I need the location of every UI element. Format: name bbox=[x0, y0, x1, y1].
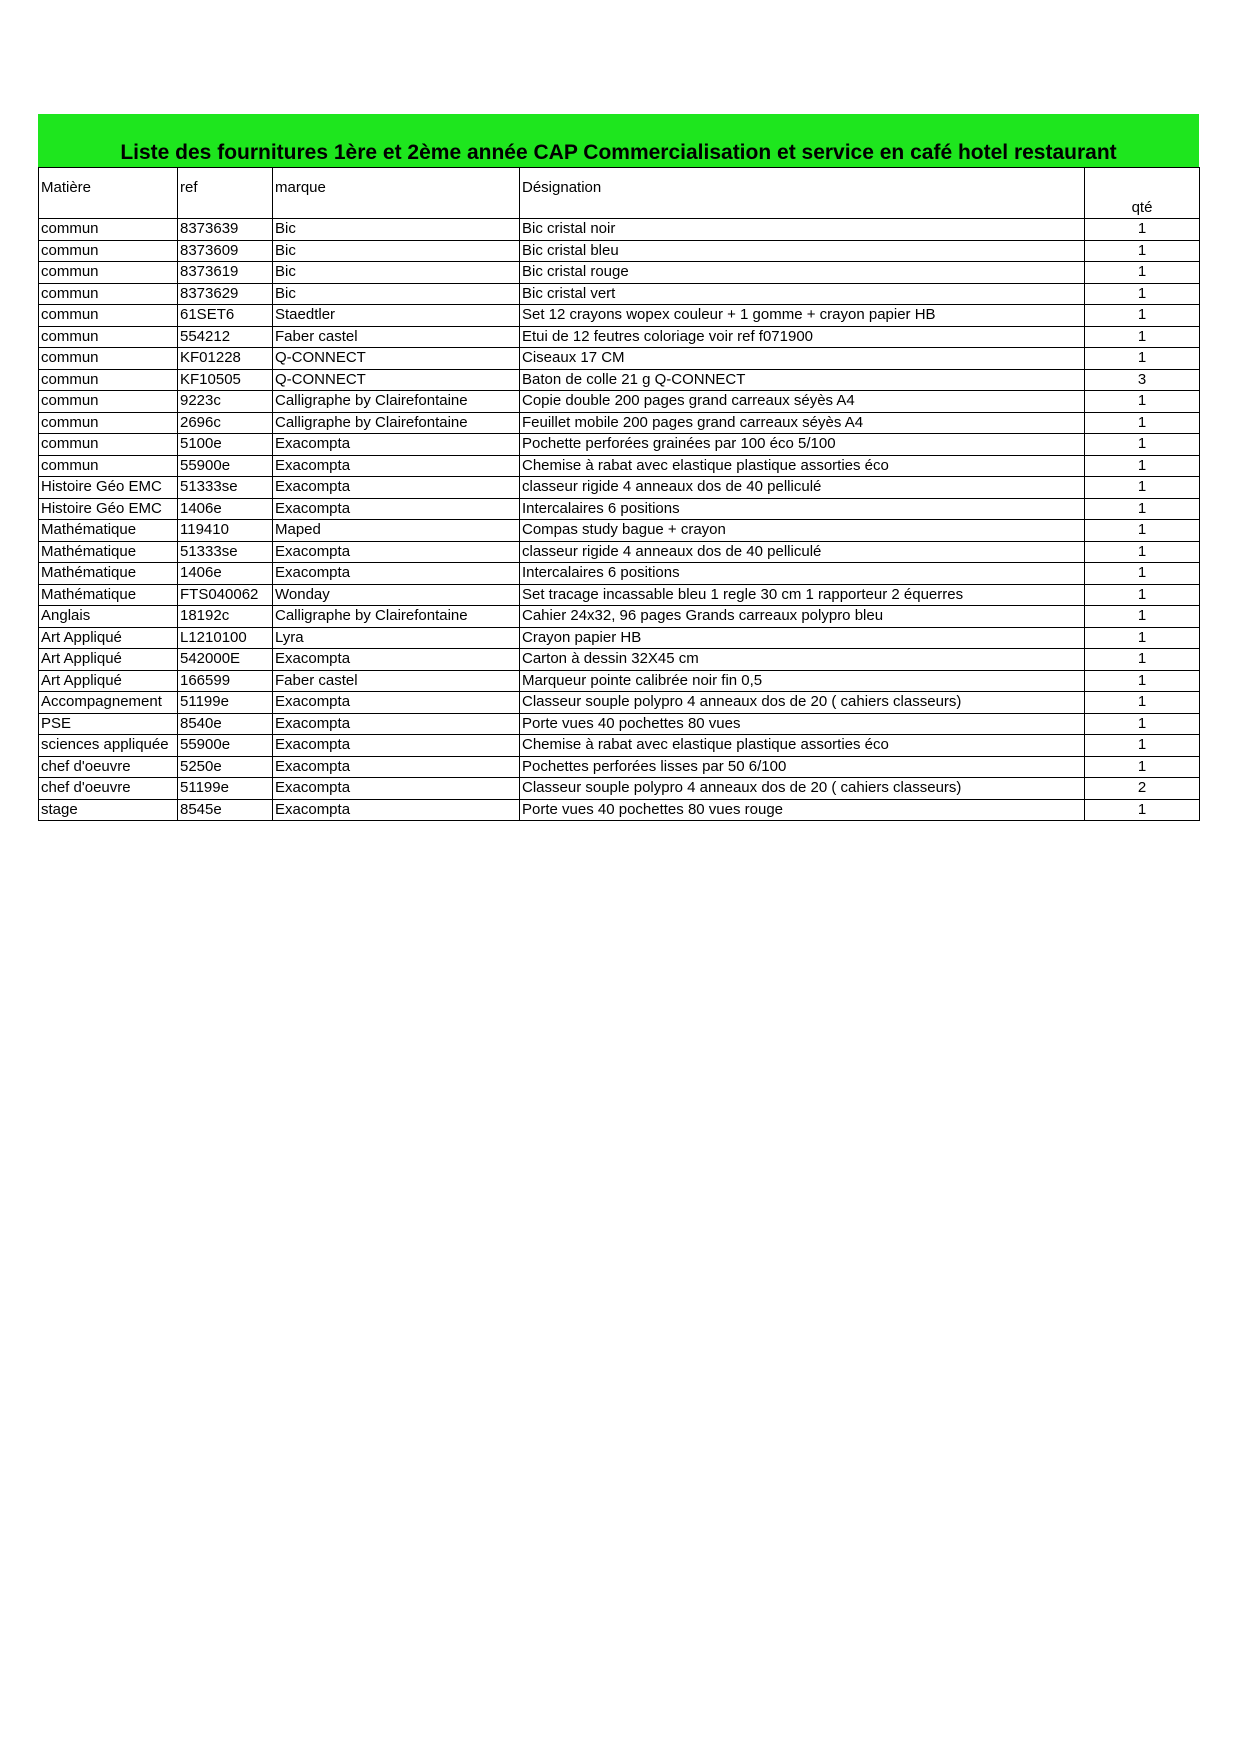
cell-qte: 1 bbox=[1085, 799, 1200, 821]
cell-marque: Faber castel bbox=[273, 326, 520, 348]
cell-matiere: chef d'oeuvre bbox=[39, 756, 178, 778]
table-row bbox=[39, 713, 1200, 735]
cell-matiere: Histoire Géo EMC bbox=[39, 477, 178, 499]
cell-qte: 1 bbox=[1085, 563, 1200, 585]
cell-ref: 8373639 bbox=[178, 219, 273, 241]
cell-designation: Set 12 crayons wopex couleur + 1 gomme + crayon papier HB bbox=[520, 305, 1085, 327]
cell-ref: L1210100 bbox=[178, 627, 273, 649]
table-row bbox=[39, 477, 1200, 499]
table-row bbox=[39, 434, 1200, 456]
cell-marque: Bic bbox=[273, 283, 520, 305]
cell-qte: 2 bbox=[1085, 778, 1200, 800]
supply-table bbox=[38, 167, 1200, 821]
cell-matiere: Art Appliqué bbox=[39, 670, 178, 692]
cell-matiere: Art Appliqué bbox=[39, 649, 178, 671]
cell-ref: 166599 bbox=[178, 670, 273, 692]
cell-matiere: Anglais bbox=[39, 606, 178, 628]
cell-ref: 8373619 bbox=[178, 262, 273, 284]
cell-ref: KF10505 bbox=[178, 369, 273, 391]
cell-ref: 8540e bbox=[178, 713, 273, 735]
cell-matiere: Mathématique bbox=[39, 584, 178, 606]
cell-marque: Exacompta bbox=[273, 541, 520, 563]
cell-qte: 1 bbox=[1085, 756, 1200, 778]
cell-qte: 1 bbox=[1085, 305, 1200, 327]
supply-list-sheet bbox=[38, 114, 1199, 821]
cell-marque: Wonday bbox=[273, 584, 520, 606]
cell-qte: 1 bbox=[1085, 412, 1200, 434]
column-header-matiere: Matière bbox=[39, 168, 178, 219]
cell-ref: 1406e bbox=[178, 498, 273, 520]
cell-qte: 1 bbox=[1085, 391, 1200, 413]
cell-ref: 5100e bbox=[178, 434, 273, 456]
cell-matiere: commun bbox=[39, 262, 178, 284]
table-row bbox=[39, 240, 1200, 262]
cell-matiere: Accompagnement bbox=[39, 692, 178, 714]
cell-designation: Bic cristal noir bbox=[520, 219, 1085, 241]
cell-designation: Bic cristal bleu bbox=[520, 240, 1085, 262]
table-row bbox=[39, 262, 1200, 284]
cell-marque: Q-CONNECT bbox=[273, 369, 520, 391]
cell-designation: Ciseaux 17 CM bbox=[520, 348, 1085, 370]
cell-matiere: Mathématique bbox=[39, 520, 178, 542]
cell-designation: Crayon papier HB bbox=[520, 627, 1085, 649]
table-row bbox=[39, 455, 1200, 477]
cell-ref: 8373609 bbox=[178, 240, 273, 262]
cell-marque: Bic bbox=[273, 262, 520, 284]
cell-qte: 1 bbox=[1085, 692, 1200, 714]
cell-qte: 1 bbox=[1085, 584, 1200, 606]
cell-matiere: commun bbox=[39, 412, 178, 434]
cell-designation: Carton à dessin 32X45 cm bbox=[520, 649, 1085, 671]
page-title: Liste des fournitures 1ère et 2ème année CAP Commercialisation et service en café hotel restaurant bbox=[120, 141, 1117, 164]
cell-designation: Chemise à rabat avec elastique plastique assorties éco bbox=[520, 735, 1085, 757]
cell-designation: Cahier 24x32, 96 pages Grands carreaux polypro bleu bbox=[520, 606, 1085, 628]
cell-marque: Exacompta bbox=[273, 649, 520, 671]
cell-marque: Maped bbox=[273, 520, 520, 542]
cell-marque: Exacompta bbox=[273, 692, 520, 714]
cell-qte: 1 bbox=[1085, 735, 1200, 757]
cell-qte: 1 bbox=[1085, 649, 1200, 671]
cell-ref: 61SET6 bbox=[178, 305, 273, 327]
cell-marque: Exacompta bbox=[273, 756, 520, 778]
cell-marque: Exacompta bbox=[273, 498, 520, 520]
cell-ref: 8373629 bbox=[178, 283, 273, 305]
cell-qte: 1 bbox=[1085, 477, 1200, 499]
cell-ref: 51333se bbox=[178, 477, 273, 499]
cell-matiere: Mathématique bbox=[39, 563, 178, 585]
table-row bbox=[39, 778, 1200, 800]
cell-ref: 8545e bbox=[178, 799, 273, 821]
cell-designation: Bic cristal vert bbox=[520, 283, 1085, 305]
table-row bbox=[39, 219, 1200, 241]
cell-designation: classeur rigide 4 anneaux dos de 40 pelliculé bbox=[520, 541, 1085, 563]
cell-designation: Baton de colle 21 g Q-CONNECT bbox=[520, 369, 1085, 391]
cell-marque: Exacompta bbox=[273, 799, 520, 821]
cell-ref: 55900e bbox=[178, 455, 273, 477]
cell-matiere: commun bbox=[39, 283, 178, 305]
cell-ref: 51199e bbox=[178, 692, 273, 714]
cell-matiere: Histoire Géo EMC bbox=[39, 498, 178, 520]
cell-ref: 18192c bbox=[178, 606, 273, 628]
cell-designation: Bic cristal rouge bbox=[520, 262, 1085, 284]
cell-marque: Exacompta bbox=[273, 735, 520, 757]
cell-ref: 2696c bbox=[178, 412, 273, 434]
cell-qte: 1 bbox=[1085, 520, 1200, 542]
cell-marque: Calligraphe by Clairefontaine bbox=[273, 606, 520, 628]
cell-matiere: commun bbox=[39, 305, 178, 327]
cell-designation: Feuillet mobile 200 pages grand carreaux séyès A4 bbox=[520, 412, 1085, 434]
cell-designation: Marqueur pointe calibrée noir fin 0,5 bbox=[520, 670, 1085, 692]
cell-ref: 9223c bbox=[178, 391, 273, 413]
cell-marque: Lyra bbox=[273, 627, 520, 649]
cell-marque: Exacompta bbox=[273, 455, 520, 477]
column-header-ref: ref bbox=[178, 168, 273, 219]
cell-matiere: Art Appliqué bbox=[39, 627, 178, 649]
cell-marque: Calligraphe by Clairefontaine bbox=[273, 412, 520, 434]
cell-ref: 55900e bbox=[178, 735, 273, 757]
column-header-marque: marque bbox=[273, 168, 520, 219]
table-row bbox=[39, 369, 1200, 391]
cell-qte: 1 bbox=[1085, 434, 1200, 456]
cell-marque: Exacompta bbox=[273, 434, 520, 456]
cell-designation: Classeur souple polypro 4 anneaux dos de 20 ( cahiers classeurs) bbox=[520, 778, 1085, 800]
title-banner bbox=[38, 114, 1199, 167]
table-row bbox=[39, 670, 1200, 692]
cell-ref: 119410 bbox=[178, 520, 273, 542]
cell-marque: Faber castel bbox=[273, 670, 520, 692]
cell-qte: 1 bbox=[1085, 670, 1200, 692]
cell-ref: 542000E bbox=[178, 649, 273, 671]
cell-marque: Exacompta bbox=[273, 778, 520, 800]
cell-matiere: stage bbox=[39, 799, 178, 821]
table-row bbox=[39, 391, 1200, 413]
cell-matiere: commun bbox=[39, 348, 178, 370]
cell-marque: Staedtler bbox=[273, 305, 520, 327]
cell-ref: 554212 bbox=[178, 326, 273, 348]
column-header-designation: Désignation bbox=[520, 168, 1085, 219]
table-row bbox=[39, 326, 1200, 348]
table-row bbox=[39, 498, 1200, 520]
cell-qte: 1 bbox=[1085, 627, 1200, 649]
cell-matiere: sciences appliquée bbox=[39, 735, 178, 757]
cell-qte: 1 bbox=[1085, 326, 1200, 348]
cell-marque: Exacompta bbox=[273, 713, 520, 735]
cell-designation: classeur rigide 4 anneaux dos de 40 pelliculé bbox=[520, 477, 1085, 499]
cell-qte: 1 bbox=[1085, 455, 1200, 477]
cell-ref: FTS040062 bbox=[178, 584, 273, 606]
cell-ref: 1406e bbox=[178, 563, 273, 585]
cell-matiere: commun bbox=[39, 219, 178, 241]
cell-designation: Porte vues 40 pochettes 80 vues rouge bbox=[520, 799, 1085, 821]
cell-qte: 1 bbox=[1085, 283, 1200, 305]
column-header-qte: qté bbox=[1085, 168, 1200, 219]
cell-designation: Intercalaires 6 positions bbox=[520, 498, 1085, 520]
table-row bbox=[39, 692, 1200, 714]
cell-marque: Q-CONNECT bbox=[273, 348, 520, 370]
cell-qte: 1 bbox=[1085, 713, 1200, 735]
table-row bbox=[39, 799, 1200, 821]
cell-designation: Classeur souple polypro 4 anneaux dos de 20 ( cahiers classeurs) bbox=[520, 692, 1085, 714]
cell-matiere: commun bbox=[39, 240, 178, 262]
table-row bbox=[39, 627, 1200, 649]
cell-matiere: PSE bbox=[39, 713, 178, 735]
cell-designation: Chemise à rabat avec elastique plastique assorties éco bbox=[520, 455, 1085, 477]
table-row bbox=[39, 305, 1200, 327]
table-row bbox=[39, 541, 1200, 563]
cell-qte: 1 bbox=[1085, 240, 1200, 262]
cell-matiere: commun bbox=[39, 434, 178, 456]
cell-qte: 1 bbox=[1085, 262, 1200, 284]
cell-marque: Calligraphe by Clairefontaine bbox=[273, 391, 520, 413]
cell-matiere: chef d'oeuvre bbox=[39, 778, 178, 800]
cell-designation: Set tracage incassable bleu 1 regle 30 cm 1 rapporteur 2 équerres bbox=[520, 584, 1085, 606]
cell-matiere: commun bbox=[39, 391, 178, 413]
table-row bbox=[39, 412, 1200, 434]
table-row bbox=[39, 283, 1200, 305]
table-row bbox=[39, 584, 1200, 606]
cell-matiere: commun bbox=[39, 326, 178, 348]
table-header-row bbox=[39, 168, 1200, 219]
cell-marque: Exacompta bbox=[273, 563, 520, 585]
cell-ref: 5250e bbox=[178, 756, 273, 778]
cell-matiere: Mathématique bbox=[39, 541, 178, 563]
cell-qte: 3 bbox=[1085, 369, 1200, 391]
cell-ref: KF01228 bbox=[178, 348, 273, 370]
table-row bbox=[39, 756, 1200, 778]
cell-designation: Pochette perforées grainées par 100 éco 5/100 bbox=[520, 434, 1085, 456]
cell-designation: Porte vues 40 pochettes 80 vues bbox=[520, 713, 1085, 735]
cell-qte: 1 bbox=[1085, 541, 1200, 563]
cell-designation: Compas study bague + crayon bbox=[520, 520, 1085, 542]
cell-qte: 1 bbox=[1085, 219, 1200, 241]
cell-qte: 1 bbox=[1085, 498, 1200, 520]
table-row bbox=[39, 649, 1200, 671]
cell-designation: Intercalaires 6 positions bbox=[520, 563, 1085, 585]
cell-matiere: commun bbox=[39, 455, 178, 477]
cell-qte: 1 bbox=[1085, 348, 1200, 370]
cell-ref: 51199e bbox=[178, 778, 273, 800]
table-row bbox=[39, 563, 1200, 585]
table-row bbox=[39, 348, 1200, 370]
table-row bbox=[39, 735, 1200, 757]
cell-marque: Bic bbox=[273, 240, 520, 262]
cell-ref: 51333se bbox=[178, 541, 273, 563]
cell-qte: 1 bbox=[1085, 606, 1200, 628]
cell-designation: Etui de 12 feutres coloriage voir ref f071900 bbox=[520, 326, 1085, 348]
cell-designation: Pochettes perforées lisses par 50 6/100 bbox=[520, 756, 1085, 778]
table-row bbox=[39, 520, 1200, 542]
cell-matiere: commun bbox=[39, 369, 178, 391]
table-row bbox=[39, 606, 1200, 628]
cell-marque: Bic bbox=[273, 219, 520, 241]
cell-designation: Copie double 200 pages grand carreaux séyès A4 bbox=[520, 391, 1085, 413]
cell-marque: Exacompta bbox=[273, 477, 520, 499]
